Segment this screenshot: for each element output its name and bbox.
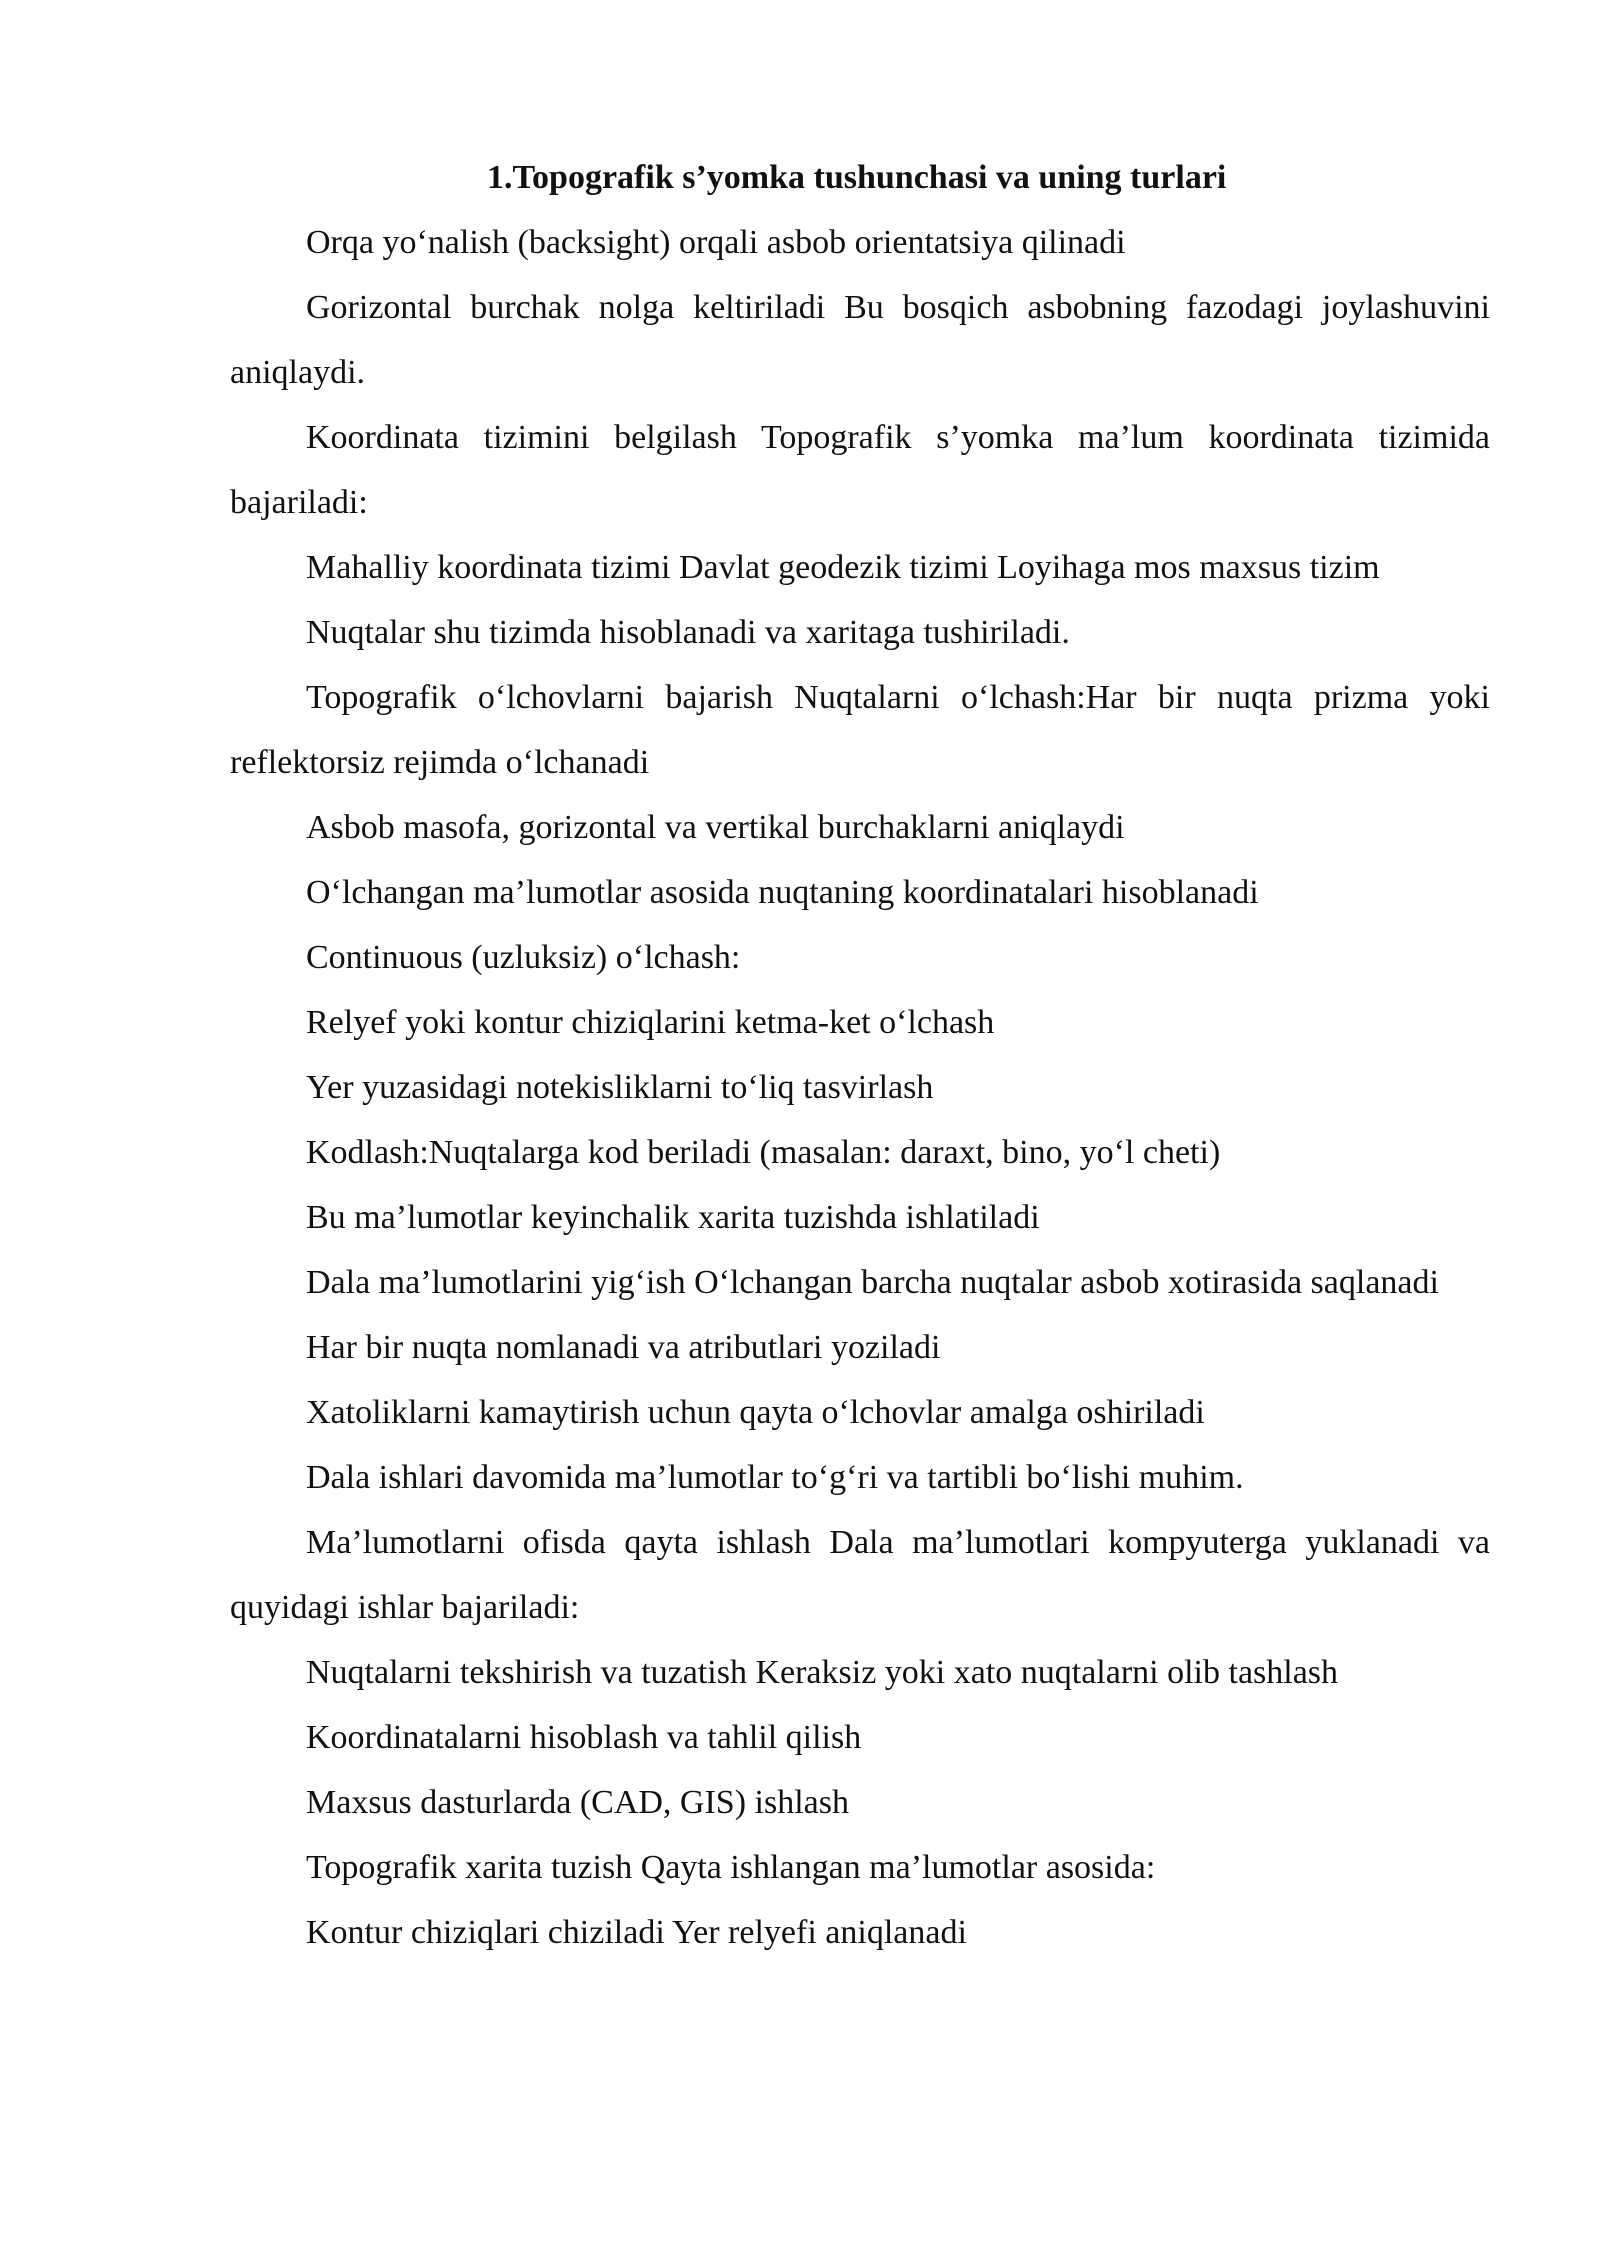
paragraph: O‘lchangan ma’lumotlar asosida nuqtaning koordinatalari hisoblanadi xyxy=(306,874,1259,911)
paragraph: Koordinatalarni hisoblash va tahlil qilish xyxy=(306,1719,862,1756)
paragraph: Topografik o‘lchovlarni bajarish Nuqtalarni o‘lchash:Har bir nuqta prizma yoki reflektorsiz rejimda o‘lchanadi xyxy=(230,679,1490,781)
paragraph: Kontur chiziqlari chiziladi Yer relyefi aniqlanadi xyxy=(306,1914,967,1951)
paragraph: Topografik xarita tuzish Qayta ishlangan ma’lumotlar asosida: xyxy=(306,1849,1156,1886)
paragraph: Koordinata tizimini belgilash Topografik s’yomka ma’lum koordinata tizimida bajariladi: xyxy=(230,419,1490,521)
paragraph: Har bir nuqta nomlanadi va atributlari yoziladi xyxy=(306,1329,941,1366)
paragraph: Mahalliy koordinata tizimi Davlat geodezik tizimi Loyihaga mos maxsus tizim xyxy=(306,549,1380,586)
paragraph: Nuqtalarni tekshirish va tuzatish Keraksiz yoki xato nuqtalarni olib tashlash xyxy=(306,1654,1339,1691)
paragraph: Xatoliklarni kamaytirish uchun qayta o‘lchovlar amalga oshiriladi xyxy=(306,1394,1205,1431)
paragraph: Ma’lumotlarni ofisda qayta ishlash Dala ma’lumotlari kompyuterga yuklanadi va quyidagi ishlar bajariladi: xyxy=(230,1524,1490,1626)
paragraph: Orqa yo‘nalish (backsight) orqali asbob orientatsiya qilinadi xyxy=(306,224,1126,261)
document-title: 1.Topografik s’yomka tushunchasi va uning turlari xyxy=(487,159,1227,196)
paragraph: Asbob masofa, gorizontal va vertikal burchaklarni aniqlaydi xyxy=(306,809,1125,846)
paragraph: Kodlash:Nuqtalarga kod beriladi (masalan: daraxt, bino, yo‘l cheti) xyxy=(306,1134,1221,1171)
paragraph: Dala ma’lumotlarini yig‘ish O‘lchangan barcha nuqtalar asbob xotirasida saqlanadi xyxy=(306,1264,1439,1301)
paragraph: Nuqtalar shu tizimda hisoblanadi va xaritaga tushiriladi. xyxy=(306,614,1070,651)
paragraph: Yer yuzasidagi notekisliklarni to‘liq tasvirlash xyxy=(306,1069,934,1106)
document-body xyxy=(230,145,1490,1965)
paragraph: Continuous (uzluksiz) o‘lchash: xyxy=(306,939,741,976)
paragraph: Bu ma’lumotlar keyinchalik xarita tuzishda ishlatiladi xyxy=(306,1199,1040,1236)
paragraph: Relyef yoki kontur chiziqlarini ketma-ket o‘lchash xyxy=(306,1004,995,1041)
paragraph: Dala ishlari davomida ma’lumotlar to‘g‘ri va tartibli bo‘lishi muhim. xyxy=(306,1459,1244,1496)
paragraph: Gorizontal burchak nolga keltiriladi Bu bosqich asbobning fazodagi joylashuvini aniqlaydi. xyxy=(230,289,1490,391)
paragraph: Maxsus dasturlarda (CAD, GIS) ishlash xyxy=(306,1784,849,1821)
